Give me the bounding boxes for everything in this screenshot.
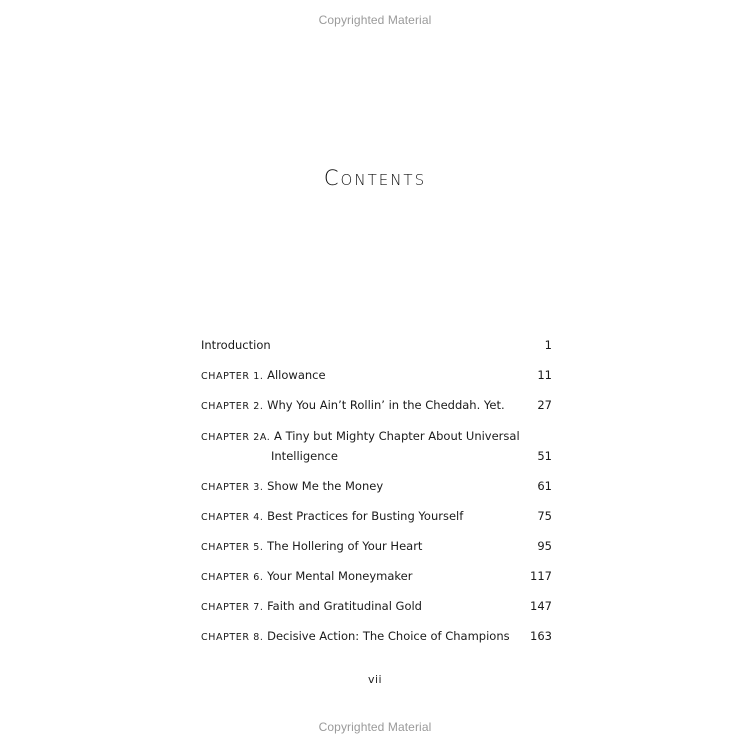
toc-entry-prefix: CHAPTER 2.	[201, 401, 268, 412]
toc-entry-prefix: CHAPTER 1.	[201, 371, 268, 382]
toc-entry-prefix: CHAPTER 2A.	[201, 432, 275, 443]
toc-entry-prefix: CHAPTER 3.	[201, 482, 268, 493]
toc-entry-title: Introduction	[201, 338, 271, 352]
toc-entry-chapter-2[interactable]	[201, 398, 552, 412]
toc-entry-prefix: CHAPTER 8.	[201, 632, 268, 643]
page-title: Contents	[323, 166, 427, 190]
toc-entry-title: Best Practices for Busting Yourself	[267, 509, 464, 523]
toc-entry-page: 11	[537, 368, 552, 382]
toc-entry-title: The Hollering of Your Heart	[267, 539, 423, 553]
toc-entry-page: 147	[530, 599, 552, 613]
toc-entry-page: 75	[537, 509, 552, 523]
toc-entry-title: Your Mental Moneymaker	[267, 569, 413, 583]
toc-entry-chapter-5[interactable]	[201, 539, 552, 553]
toc-entry-title: Why You Ain’t Rollin’ in the Cheddah. Yet.	[267, 398, 505, 412]
toc-entry-page: 61	[537, 479, 552, 493]
toc-entry-page: 27	[537, 398, 552, 412]
copyright-watermark-top: Copyrighted Material	[318, 13, 432, 27]
toc-entry-chapter-6[interactable]	[201, 569, 552, 583]
toc-entry-introduction[interactable]	[201, 338, 552, 352]
page-number: vii	[367, 673, 383, 686]
toc-entry-title: Faith and Gratitudinal Gold	[267, 599, 422, 613]
toc-entry-title: A Tiny but Mighty Chapter About Universal	[274, 429, 520, 443]
toc-entry-prefix: CHAPTER 5.	[201, 542, 268, 553]
toc-entry-chapter-4[interactable]	[201, 509, 552, 523]
toc-entry-page: 163	[530, 629, 552, 643]
toc-entry-title: Show Me the Money	[267, 479, 384, 493]
toc-entry-chapter-3[interactable]	[201, 479, 552, 493]
toc-entry-page: 95	[537, 539, 552, 553]
toc-entry-prefix: CHAPTER 4.	[201, 512, 268, 523]
toc-entry-chapter-1[interactable]	[201, 368, 552, 382]
toc-entry-prefix: CHAPTER 7.	[201, 602, 268, 613]
toc-entry-chapter-8[interactable]	[201, 629, 552, 643]
toc-entry-page: 51	[537, 449, 552, 463]
toc-entry-chapter-7[interactable]	[201, 599, 552, 613]
toc-entry-page: 1	[544, 338, 552, 352]
toc-entry-title-continuation: Intelligence	[271, 449, 338, 463]
toc-entry-chapter-2a[interactable]	[201, 429, 552, 463]
toc-entry-title: Decisive Action: The Choice of Champions	[267, 629, 510, 643]
toc-entry-prefix: CHAPTER 6.	[201, 572, 268, 583]
toc-entry-page: 117	[530, 569, 552, 583]
copyright-watermark-bottom: Copyrighted Material	[318, 720, 432, 734]
toc-entry-title: Allowance	[267, 368, 326, 382]
